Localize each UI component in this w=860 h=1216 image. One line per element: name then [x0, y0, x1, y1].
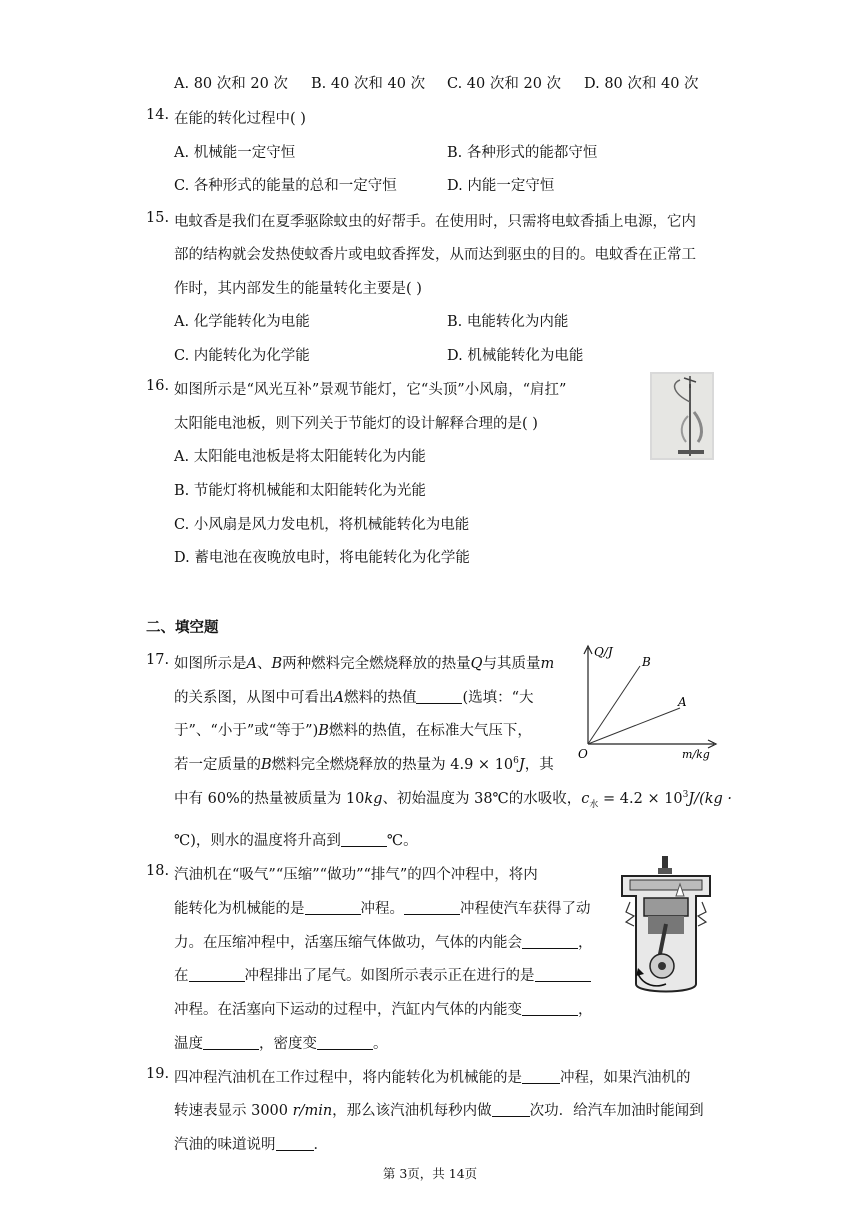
q14-stem: 在能的转化过程中( ): [174, 111, 306, 127]
q17-line-4: [174, 753, 554, 774]
q16-number: 16.: [146, 378, 170, 394]
q18-blank-3[interactable]: [522, 934, 578, 949]
q18-text: ，: [578, 935, 593, 951]
q18-line-6: [174, 1032, 388, 1053]
q18-text: 在: [174, 968, 189, 984]
q18-line-4: [174, 964, 591, 985]
q17-var-m: m: [540, 656, 555, 672]
q19-text: ．: [313, 1137, 328, 1153]
q17-text: ，其: [524, 757, 554, 773]
q18-blank-5[interactable]: [535, 967, 591, 982]
q18-line-1: 汽油机在“吸气”“压缩”“做功”“排气”的四个冲程中，将内: [174, 867, 538, 883]
q14-number: 14.: [146, 107, 170, 123]
q13-option-a: A. 80 次和 20 次: [174, 76, 288, 92]
q19-line-2: [174, 1099, 704, 1120]
q17-blank-1[interactable]: [416, 689, 462, 704]
q19-unit: r/min: [292, 1103, 333, 1119]
q17-var-b: B: [271, 656, 283, 672]
q15-number: 15.: [146, 210, 170, 226]
q17-text: 两种燃料完全燃烧释放的热量: [282, 656, 471, 672]
q17-line-1: [174, 652, 554, 673]
q17-blank-2[interactable]: [341, 832, 387, 847]
q17-text: ℃)，则水的温度将升高到: [174, 833, 341, 849]
q15-line-1: 电蚊香是我们在夏季驱除蚊虫的好帮手。在使用时，只需将电蚊香插上电源，它内: [174, 214, 696, 230]
q16-option-c: C. 小风扇是风力发电机，将机械能转化为电能: [174, 517, 470, 533]
q13-option-c: C. 40 次和 20 次: [447, 76, 562, 92]
q18-text: 冲程。: [360, 901, 404, 917]
street-lamp-figure: [650, 372, 714, 460]
q15-option-d: D. 机械能转化为电能: [447, 348, 584, 364]
q14-option-d: D. 内能一定守恒: [447, 178, 555, 194]
q17-text: ℃。: [386, 833, 418, 849]
origin-label: O: [578, 747, 588, 761]
q17-line-6: [174, 829, 418, 850]
q17-var-a: A: [333, 690, 344, 706]
q16-option-b: B. 节能灯将机械能和太阳能转化为光能: [174, 483, 426, 499]
q19-blank-1[interactable]: [522, 1069, 560, 1084]
q17-text: (选填：“大: [462, 690, 534, 706]
q14-option-c: C. 各种形式的能量的总和一定守恒: [174, 178, 397, 194]
q19-line-3: [174, 1133, 328, 1154]
q17-subscript: 水: [589, 799, 599, 810]
x-axis-label: m/kg: [682, 748, 710, 761]
line-b: [588, 666, 640, 744]
q18-text: 力。在压缩冲程中，活塞压缩气体做功，气体的内能会: [174, 935, 522, 951]
q18-text: ，密度变: [259, 1036, 317, 1052]
q18-text: 能转化为机械能的是: [174, 901, 305, 917]
q18-text: 温度: [174, 1036, 203, 1052]
q17-line-5: [174, 787, 732, 810]
line-b-label: B: [642, 655, 651, 669]
engine-cylinder-figure: [616, 854, 716, 998]
q17-text: 中有 60%的热量被质量为 10: [174, 791, 365, 807]
q19-text: 冲程，如果汽油机的: [560, 1070, 691, 1086]
q18-number: 18.: [146, 863, 170, 879]
q15-option-a: A. 化学能转化为电能: [174, 314, 310, 330]
q18-blank-1[interactable]: [305, 900, 361, 915]
q18-text: 冲程排出了尾气。如图所示表示正在进行的是: [244, 968, 535, 984]
q17-text: 的关系图，从图中可看出: [174, 690, 334, 706]
q19-text: ，那么该汽油机每秒内做: [332, 1103, 492, 1119]
q19-text: 转速表显示 3000: [174, 1103, 293, 1119]
q18-line-2: [174, 897, 591, 918]
q19-number: 19.: [146, 1066, 170, 1082]
q18-line-5: [174, 998, 593, 1019]
q19-blank-2[interactable]: [492, 1102, 530, 1117]
q18-line-3: [174, 931, 593, 952]
q17-text: 燃料的热值，在标准大气压下，: [328, 723, 532, 739]
q17-var-b: B: [318, 723, 329, 739]
q17-text: 燃料的热值: [343, 690, 417, 706]
q17-exponent: 6: [513, 756, 519, 767]
q17-text: 与其质量: [482, 656, 541, 672]
q17-var-q: Q: [470, 656, 483, 672]
q17-unit-kg: kg: [364, 791, 383, 807]
q17-exponent: 3: [682, 790, 689, 801]
q18-blank-6[interactable]: [522, 1001, 578, 1016]
q17-text: 燃料完全燃烧释放的热量为 4.9 × 10: [271, 757, 514, 773]
q18-text: 冲程使汽车获得了动: [460, 901, 591, 917]
q17-text: 若一定质量的: [174, 757, 261, 773]
q17-text: 如图所示是: [174, 656, 247, 672]
q18-blank-2[interactable]: [404, 900, 460, 915]
q18-blank-8[interactable]: [317, 1035, 373, 1050]
q17-text: = 4.2 × 10: [598, 791, 683, 807]
y-axis-label: Q/J: [594, 645, 613, 659]
q13-option-d: D. 80 次和 40 次: [584, 76, 699, 92]
q18-text: ，: [578, 1002, 593, 1018]
q18-text: 。: [373, 1036, 388, 1052]
q13-option-b: B. 40 次和 40 次: [311, 76, 426, 92]
q19-text: 次功．给汽车加油时能闻到: [529, 1103, 704, 1119]
q14-option-b: B. 各种形式的能都守恒: [447, 145, 598, 161]
q15-line-2: 部的结构就会发热使蚊香片或电蚊香挥发，从而达到驱虫的目的。电蚊香在正常工: [174, 247, 696, 263]
q17-var-c: c: [581, 791, 590, 807]
q17-text: 、初始温度为 38℃的水吸收，: [382, 791, 582, 807]
q16-option-d: D. 蓄电池在夜晚放电时，将电能转化为化学能: [174, 550, 470, 566]
q17-sep: 、: [256, 656, 272, 672]
section-fill-in-title: 二、填空题: [146, 620, 219, 636]
q17-unit: J/(kg ·: [688, 791, 733, 807]
q17-number: 17.: [146, 652, 170, 668]
q14-option-a: A. 机械能一定守恒: [174, 145, 296, 161]
line-a-label: A: [678, 695, 687, 709]
q17-var-b: B: [261, 757, 272, 773]
q17-unit-j: J: [518, 757, 525, 773]
q18-blank-4[interactable]: [189, 967, 245, 982]
q15-option-b: B. 电能转化为内能: [447, 314, 569, 330]
q18-blank-7[interactable]: [203, 1035, 259, 1050]
q16-line-1: 如图所示是“风光互补”景观节能灯，它“头顶”小风扇，“肩扛”: [174, 382, 567, 398]
q17-line-3: [174, 719, 532, 740]
q15-option-c: C. 内能转化为化学能: [174, 348, 310, 364]
q17-line-2: [174, 686, 534, 707]
q17-text: 于”、“小于”或“等于”): [174, 723, 319, 739]
q16-option-a: A. 太阳能电池板是将太阳能转化为内能: [174, 449, 426, 465]
q19-text: 四冲程汽油机在工作过程中，将内能转化为机械能的是: [174, 1070, 522, 1086]
q19-text: 汽油的味道说明: [174, 1137, 276, 1153]
heat-mass-graph: [574, 642, 720, 762]
page-footer: 第 3页，共 14页: [382, 1166, 478, 1181]
q19-blank-3[interactable]: [276, 1136, 314, 1151]
q16-line-2: 太阳能电池板，则下列关于节能灯的设计解释合理的是( ): [174, 416, 538, 432]
line-a: [588, 708, 680, 744]
q15-line-3: 作时，其内部发生的能量转化主要是( ): [174, 281, 422, 297]
q19-line-1: [174, 1066, 691, 1087]
q17-var-a: A: [246, 656, 257, 672]
q18-text: 冲程。在活塞向下运动的过程中，汽缸内气体的内能变: [174, 1002, 522, 1018]
